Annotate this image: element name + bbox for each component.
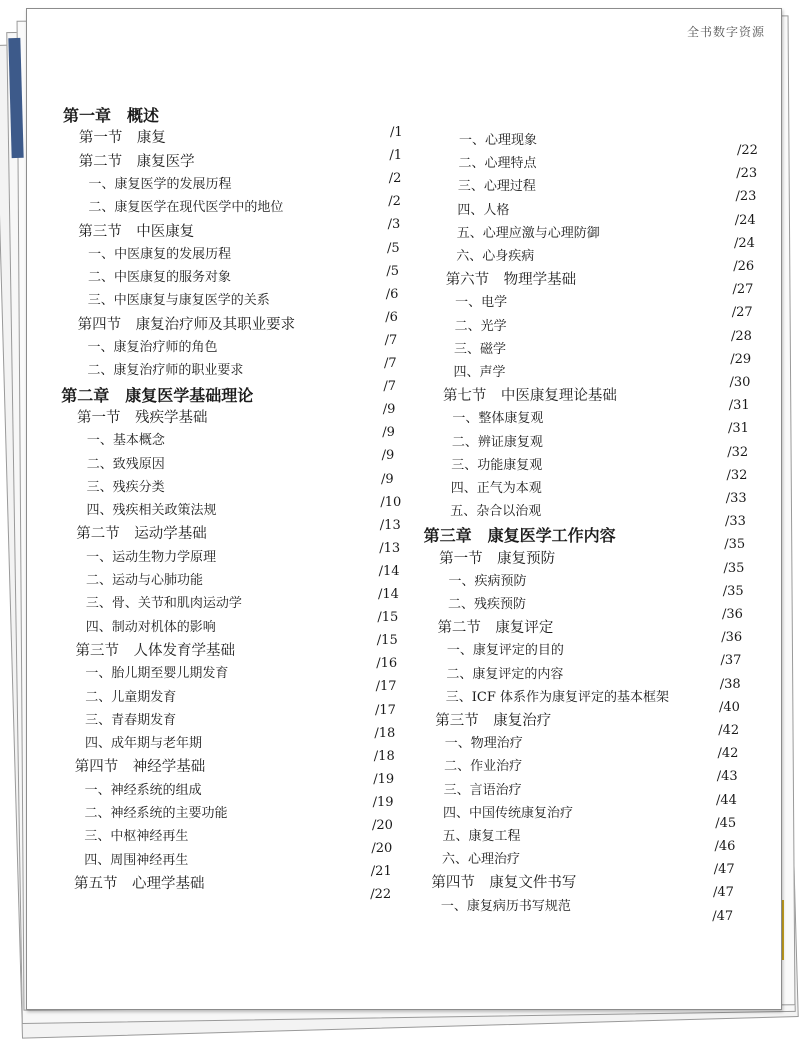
toc-item-left-32: 四、周围神经再生: [84, 852, 189, 868]
toc-page-number-right-20: /36: [722, 607, 743, 622]
toc-item-right-24: 三、ICF 体系作为康复评定的基本框架: [445, 689, 670, 705]
toc-page-number-right-28: /44: [716, 792, 737, 808]
toc-page-number-left-8: /6: [385, 309, 398, 325]
toc-item-left-19: 一、运动生物力学原理: [86, 549, 217, 565]
toc-item-right-15: 四、正气为本观: [450, 481, 542, 496]
toc-page-number-left-27: /18: [373, 748, 395, 764]
toc-item-right-19: 一、疾病预防: [448, 573, 527, 589]
toc-page-number-right-13: /32: [727, 444, 749, 460]
toc-section-left-23: 第三节 人体发育学基础: [75, 642, 236, 659]
toc-page-number-left-9: /7: [384, 332, 398, 348]
toc-item-left-7: 二、中医康复的服务对象: [87, 270, 231, 286]
toc-item-left-8: 三、中医康复与康复医学的关系: [87, 293, 270, 309]
toc-page: [26, 8, 782, 1010]
toc-section-right-21: 第二节 康复评定: [437, 620, 554, 637]
toc-section-left-5: 第三节 中医康复: [78, 223, 195, 240]
toc-item-right-28: 三、言语治疗: [443, 782, 522, 798]
toc-page-number-left-32: /21: [370, 864, 392, 880]
toc-item-right-2: 三、心理过程: [457, 179, 536, 195]
toc-item-right-10: 四、声学: [453, 365, 506, 380]
toc-item-right-12: 一、整体康复观: [452, 411, 544, 427]
toc-page-number-right-32: /47: [713, 885, 734, 901]
toc-item-right-26: 一、物理治疗: [444, 736, 523, 752]
toc-page-number-right-17: /35: [724, 537, 746, 553]
toc-item-right-33: 一、康复病历书写规范: [440, 898, 571, 914]
toc-page-number-left-14: /9: [381, 448, 395, 464]
toc-chapter-left-0: 第一章 概述: [63, 106, 160, 125]
toc-page-number-right-14: /32: [726, 467, 748, 483]
toc-item-left-16: 三、残疾分类: [86, 479, 165, 495]
toc-item-left-24: 一、胎儿期至婴儿期发育: [85, 666, 229, 682]
toc-item-left-29: 一、神经系统的组成: [84, 782, 202, 798]
toc-page-number-right-31: /47: [713, 862, 735, 878]
toc-page-number-left-4: /3: [387, 217, 401, 233]
toc-page-number-right-11: /31: [728, 398, 750, 414]
toc-item-left-27: 四、成年期与老年期: [84, 736, 202, 752]
toc-page-number-left-26: /18: [374, 725, 396, 741]
toc-page-number-right-5: /26: [733, 259, 755, 274]
toc-item-right-7: 一、电学: [455, 295, 508, 311]
toc-item-right-8: 二、光学: [454, 318, 507, 334]
toc-item-left-3: 一、康复医学的发展历程: [88, 176, 232, 192]
toc-item-right-30: 五、康复工程: [442, 829, 521, 844]
toc-page-number-right-30: /46: [714, 839, 736, 854]
toc-item-right-23: 二、康复评定的内容: [446, 666, 564, 682]
toc-item-left-30: 二、神经系统的主要功能: [84, 806, 228, 821]
toc-page-number-left-6: /5: [386, 263, 400, 279]
toc-item-left-6: 一、中医康复的发展历程: [88, 246, 232, 262]
toc-page-number-right-33: /47: [712, 908, 734, 924]
toc-page-number-right-21: /36: [721, 630, 743, 646]
toc-page-number-left-22: /15: [376, 633, 398, 649]
toc-item-right-27: 二、作业治疗: [444, 759, 523, 775]
toc-page-number-right-4: /24: [734, 235, 755, 251]
toc-item-right-9: 三、磁学: [454, 341, 507, 357]
toc-page-number-left-23: /16: [376, 656, 398, 672]
toc-page-number-right-9: /29: [730, 351, 752, 367]
toc-page-number-left-25: /17: [375, 702, 396, 718]
toc-item-right-4: 五、心理应激与心理防御: [456, 225, 600, 241]
toc-page-number-right-1: /23: [736, 166, 758, 182]
toc-page-number-right-25: /42: [718, 723, 740, 738]
toc-item-right-13: 二、辨证康复观: [451, 434, 543, 450]
toc-page-number-left-28: /19: [373, 771, 395, 787]
toc-page-number-left-21: /15: [377, 610, 399, 626]
toc-page-number-left-16: /10: [380, 494, 402, 510]
toc-item-left-4: 二、康复医学在现代医学中的地位: [88, 200, 284, 216]
toc-page-number-left-30: /20: [372, 818, 393, 833]
toc-item-right-16: 五、杂合以治观: [450, 504, 542, 520]
toc-section-right-11: 第七节 中医康复理论基础: [442, 388, 617, 405]
toc-page-number-right-18: /35: [723, 560, 745, 576]
toc-item-left-20: 二、运动与心肺功能: [86, 573, 204, 588]
toc-item-left-10: 一、康复治疗师的角色: [87, 340, 218, 355]
toc-page-number-right-27: /43: [716, 769, 738, 785]
toc-page-number-right-22: /37: [720, 653, 742, 669]
toc-item-left-26: 三、青春期发育: [85, 712, 177, 728]
toc-page-number-left-33: /22: [370, 887, 392, 903]
toc-section-right-6: 第六节 物理学基础: [445, 272, 577, 289]
toc-section-left-1: 第一节 康复: [78, 130, 166, 147]
toc-item-left-31: 三、中枢神经再生: [84, 829, 189, 845]
toc-section-left-9: 第四节 康复治疗师及其职业要求: [77, 316, 296, 333]
toc-section-left-28: 第四节 神经学基础: [74, 759, 206, 776]
toc-page-number-left-3: /2: [388, 194, 401, 210]
toc-item-right-3: 四、人格: [457, 202, 510, 218]
toc-page-number-left-5: /5: [387, 240, 400, 256]
toc-page-number-left-13: /9: [382, 425, 395, 441]
toc-page-number-left-19: /14: [378, 563, 400, 579]
toc-page-number-left-1: /1: [389, 148, 403, 164]
toc-page-number-left-12: /9: [382, 402, 396, 418]
toc-section-left-13: 第一节 残疾学基础: [77, 409, 208, 426]
toc-page-number-left-7: /6: [385, 286, 399, 302]
toc-item-left-14: 一、基本概念: [86, 433, 165, 449]
toc-page-number-left-29: /19: [372, 794, 394, 810]
toc-item-right-0: 一、心理现象: [459, 133, 538, 148]
toc-page-number-right-12: /31: [728, 421, 749, 437]
toc-page-number-right-2: /23: [735, 189, 757, 205]
toc-item-right-14: 三、功能康复观: [451, 457, 543, 473]
toc-page-number-left-10: /7: [384, 356, 397, 371]
toc-page-number-right-24: /40: [719, 699, 740, 715]
toc-page-number-left-24: /17: [375, 679, 397, 695]
toc-item-right-31: 六、心理治疗: [441, 852, 520, 868]
toc-item-right-5: 六、心身疾病: [456, 249, 535, 264]
toc-page-number-left-20: /14: [378, 587, 399, 602]
toc-page-number-left-15: /9: [381, 471, 394, 487]
toc-section-left-33: 第五节 心理学基础: [74, 875, 205, 892]
toc-section-right-25: 第三节 康复治疗: [435, 713, 552, 729]
toc-page-number-left-11: /7: [383, 379, 397, 395]
toc-page-number-left-0: /1: [390, 125, 403, 140]
toc-item-right-22: 一、康复评定的目的: [446, 643, 564, 659]
toc-page-number-right-6: /27: [732, 282, 754, 298]
toc-section-right-32: 第四节 康复文件书写: [431, 875, 577, 892]
toc-item-left-15: 二、致残原因: [86, 456, 165, 472]
toc-page-number-left-31: /20: [371, 841, 393, 857]
toc-page-number-right-8: /28: [731, 328, 752, 344]
toc-page-number-right-26: /42: [717, 746, 739, 762]
toc-page-number-right-15: /33: [725, 491, 747, 506]
toc-page-number-right-0: /22: [737, 143, 758, 158]
toc-item-left-17: 四、残疾相关政策法规: [86, 503, 217, 519]
toc-item-left-11: 二、康复治疗师的职业要求: [87, 363, 244, 379]
toc-page-number-right-7: /27: [731, 305, 753, 321]
toc-page-number-right-10: /30: [729, 375, 751, 390]
toc-item-right-1: 二、心理特点: [458, 156, 537, 172]
toc-section-right-18: 第一节 康复预防: [439, 550, 556, 567]
toc-page-number-right-3: /24: [734, 212, 756, 228]
toc-item-left-25: 二、儿童期发育: [85, 689, 177, 705]
toc-item-left-22: 四、制动对机体的影响: [85, 619, 216, 635]
toc-item-right-29: 四、中国传统康复治疗: [443, 805, 574, 821]
toc-page-number-right-16: /33: [725, 514, 746, 530]
toc-section-left-2: 第二节 康复医学: [78, 153, 195, 170]
toc-page-number-left-17: /13: [379, 517, 401, 533]
toc-chapter-left-12: 第二章 康复医学基础理论: [61, 385, 254, 405]
toc-page-number-right-19: /35: [722, 583, 744, 599]
running-head: 全书数字资源: [686, 25, 765, 39]
toc-page-number-right-29: /45: [715, 815, 737, 831]
toc-section-left-18: 第二节 运动学基础: [76, 526, 207, 543]
toc-chapter-right-17: 第三章 康复医学工作内容: [423, 526, 616, 546]
toc-page-number-left-18: /13: [379, 540, 401, 556]
toc-page-number-right-23: /38: [719, 676, 741, 692]
toc-page-number-left-2: /2: [388, 171, 402, 187]
toc-item-right-20: 二、残疾预防: [448, 597, 527, 612]
toc-item-left-21: 三、骨、关节和肌肉运动学: [85, 596, 242, 612]
